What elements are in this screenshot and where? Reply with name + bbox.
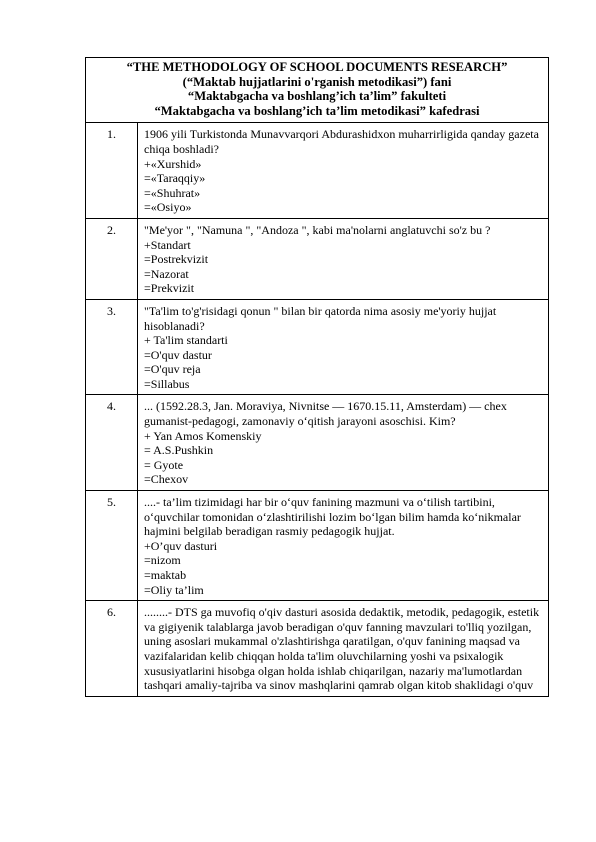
document-page: [85, 57, 548, 697]
answer-option: +O’quv dasturi: [144, 538, 218, 553]
questions-table: [85, 57, 549, 697]
question-row: [86, 491, 549, 601]
question-row: [86, 601, 549, 697]
answer-option: = Gyote: [144, 457, 184, 472]
answer-option: + Yan Amos Komenskiy: [144, 428, 262, 443]
question-row: [86, 395, 549, 491]
question-text: ....- ta’lim tizimidagi har bir o‘quv fanining mazmuni va o‘tilish tartibini, o‘quvchilar tomonidan o‘zlashtirilishi lozim bo‘lgan bilim hamda ko‘nikmalar hajmini belgilab beradigan rasmiy pedagogik hujjat.: [144, 495, 521, 539]
question-number: 5.: [86, 491, 138, 601]
answer-option: =O'quv reja: [144, 362, 201, 377]
question-number: 3.: [86, 299, 138, 395]
question-text: ........- DTS ga muvofiq o'qiv dasturi asosida dedaktik, metodik, pedagogik, estetik va gigiyenik talablarga javob beradigan o'quv fanning mavzulari to'lliq yozilgan, uning asoslari mukammal o'zlashtirishga qaratilgan, o'quv fanining maqsad va vazifalaridan kelib chiqqan holda ta'lim oluvchilarning yoshi va psixalogik xususiyatlarini hisobga olgan holda ishlab chiqarilgan, nazariy ma'lumotlardan tashqari amaliy-tajriba va sinov mashqlarini qamrab olgan kitob shaklidagi o'quv: [144, 605, 540, 693]
answer-option: =Nazorat: [144, 266, 189, 281]
questions-body: [86, 123, 549, 696]
question-number: 4.: [86, 395, 138, 491]
question-number: 6.: [86, 601, 138, 697]
answer-option: =Prekvizit: [144, 281, 195, 296]
question-text: 1906 yili Turkistonda Munavvarqori Abdurashidxon muharrirligida qanday gazeta chiqa boshladi?: [144, 127, 539, 156]
header-faculty: “Maktabgacha va boshlang’ich ta’lim” fakulteti: [187, 89, 447, 104]
answer-option: +«Xurshid»: [144, 156, 202, 171]
question-row: [86, 299, 549, 395]
answer-option: =Postrekvizit: [144, 252, 209, 267]
answer-option: =O'quv dastur: [144, 347, 212, 362]
question-cell: [138, 218, 549, 299]
answer-option: =Sillabus: [144, 376, 190, 391]
question-text: "Ta'lim to'g'risidagi qonun " bilan bir qatorda nima asosiy me'yoriy hujjat hisoblanadi?: [144, 303, 497, 333]
question-row: [86, 218, 549, 299]
header-title: “THE METHODOLOGY OF SCHOOL DOCUMENTS RESEARCH”: [126, 60, 508, 74]
answer-option: =«Shuhrat»: [144, 185, 201, 200]
answer-option: =Chexov: [144, 472, 189, 487]
question-number: 1.: [86, 123, 138, 219]
question-cell: [138, 123, 549, 219]
question-text: "Me'yor ", "Namuna ", "Andoza ", kabi ma'nolarni anglatuvchi so'z bu ?: [144, 222, 491, 237]
question-row: [86, 123, 549, 219]
header-row: [86, 58, 549, 123]
answer-option: =Oliy ta’lim: [144, 582, 204, 597]
answer-option: =«Osiyo»: [144, 200, 192, 215]
question-cell: [138, 395, 549, 491]
answer-option: +Standart: [144, 237, 191, 252]
question-number: 2.: [86, 218, 138, 299]
header-department: “Maktabgacha va boshlang’ich ta’lim metodikasi” kafedrasi: [154, 103, 480, 118]
answer-option: + Ta'lim standarti: [144, 333, 228, 348]
answer-option: =«Taraqqiy»: [144, 171, 206, 186]
question-text: ... (1592.28.3, Jan. Moraviya, Nivnitse — 1670.15.11, Amsterdam) — chex gumanist-pedagogi, zamonaviy o‘qitish jarayoni asoschisi. Kim?: [144, 399, 507, 429]
question-cell: [138, 491, 549, 601]
answer-option: =maktab: [144, 568, 187, 582]
question-cell: [138, 299, 549, 395]
answer-option: = A.S.Pushkin: [144, 443, 214, 458]
question-cell: [138, 601, 549, 697]
header-subject: (“Maktab hujjatlarini o'rganish metodikasi”) fani: [182, 74, 452, 89]
header-cell: [86, 58, 549, 123]
answer-option: =nizom: [144, 553, 181, 568]
